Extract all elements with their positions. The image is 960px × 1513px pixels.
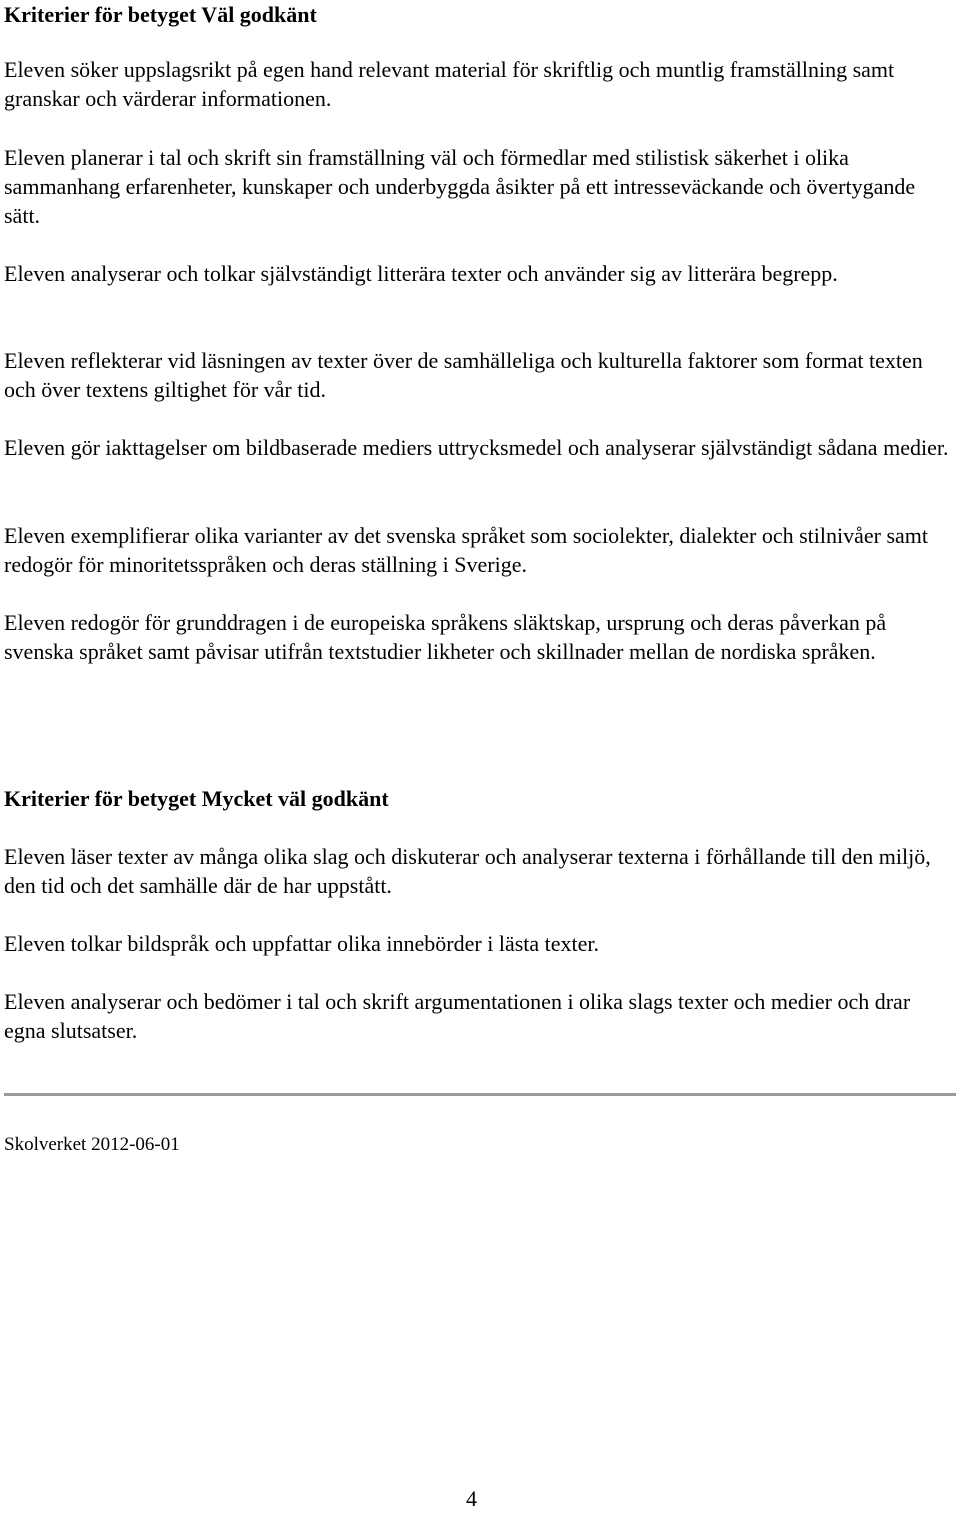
section-1-paragraph-7: Eleven redogör för grunddragen i de europeiska språkens släktskap, ursprung och deras påverkan på svenska språket samt påvisar utifrån textstudier likheter och skillnader mellan de nordiska språken. (4, 610, 887, 664)
section-1-paragraph-4: Eleven reflekterar vid läsningen av texter över de samhälleliga och kulturella faktorer som format texten och över textens giltighet för vår tid. (4, 348, 923, 402)
section-1-heading: Kriterier för betyget Väl godkänt (4, 2, 317, 27)
section-2-paragraph-2: Eleven tolkar bildspråk och uppfattar olika innebörder i lästa texter. (4, 931, 600, 956)
page-number: 4 (466, 1486, 477, 1511)
section-1-paragraph-6: Eleven exemplifierar olika varianter av det svenska språket som sociolekter, dialekter och stilnivåer samt redogör för minoritetsspråken och deras ställning i Sverige. (4, 523, 928, 577)
section-2-heading: Kriterier för betyget Mycket väl godkänt (4, 786, 389, 811)
section-1-paragraph-1: Eleven söker uppslagsrikt på egen hand relevant material för skriftlig och muntlig framställning samt granskar och värderar informationen. (4, 57, 895, 111)
section-2-paragraph-1: Eleven läser texter av många olika slag och diskuterar och analyserar texterna i förhållande till den miljö, den tid och det samhälle där de har uppstått. (4, 844, 931, 898)
section-2-paragraph-3: Eleven analyserar och bedömer i tal och skrift argumentationen i olika slags texter och medier och drar egna slutsatser. (4, 989, 911, 1043)
section-1-paragraph-5: Eleven gör iakttagelser om bildbaserade mediers uttrycksmedel och analyserar självständigt sådana medier. (4, 435, 949, 460)
section-1-paragraph-3: Eleven analyserar och tolkar självständigt litterära texter och använder sig av litterära begrepp. (4, 261, 838, 286)
document-page (4, 0, 956, 1513)
footer-divider (4, 1093, 956, 1096)
footer-source: Skolverket 2012-06-01 (4, 1134, 180, 1155)
section-1-paragraph-2: Eleven planerar i tal och skrift sin framställning väl och förmedlar med stilistisk säkerhet i olika sammanhang erfarenheter, kunskaper och underbyggda åsikter på ett intresseväckande och övertygande sätt. (4, 145, 916, 228)
